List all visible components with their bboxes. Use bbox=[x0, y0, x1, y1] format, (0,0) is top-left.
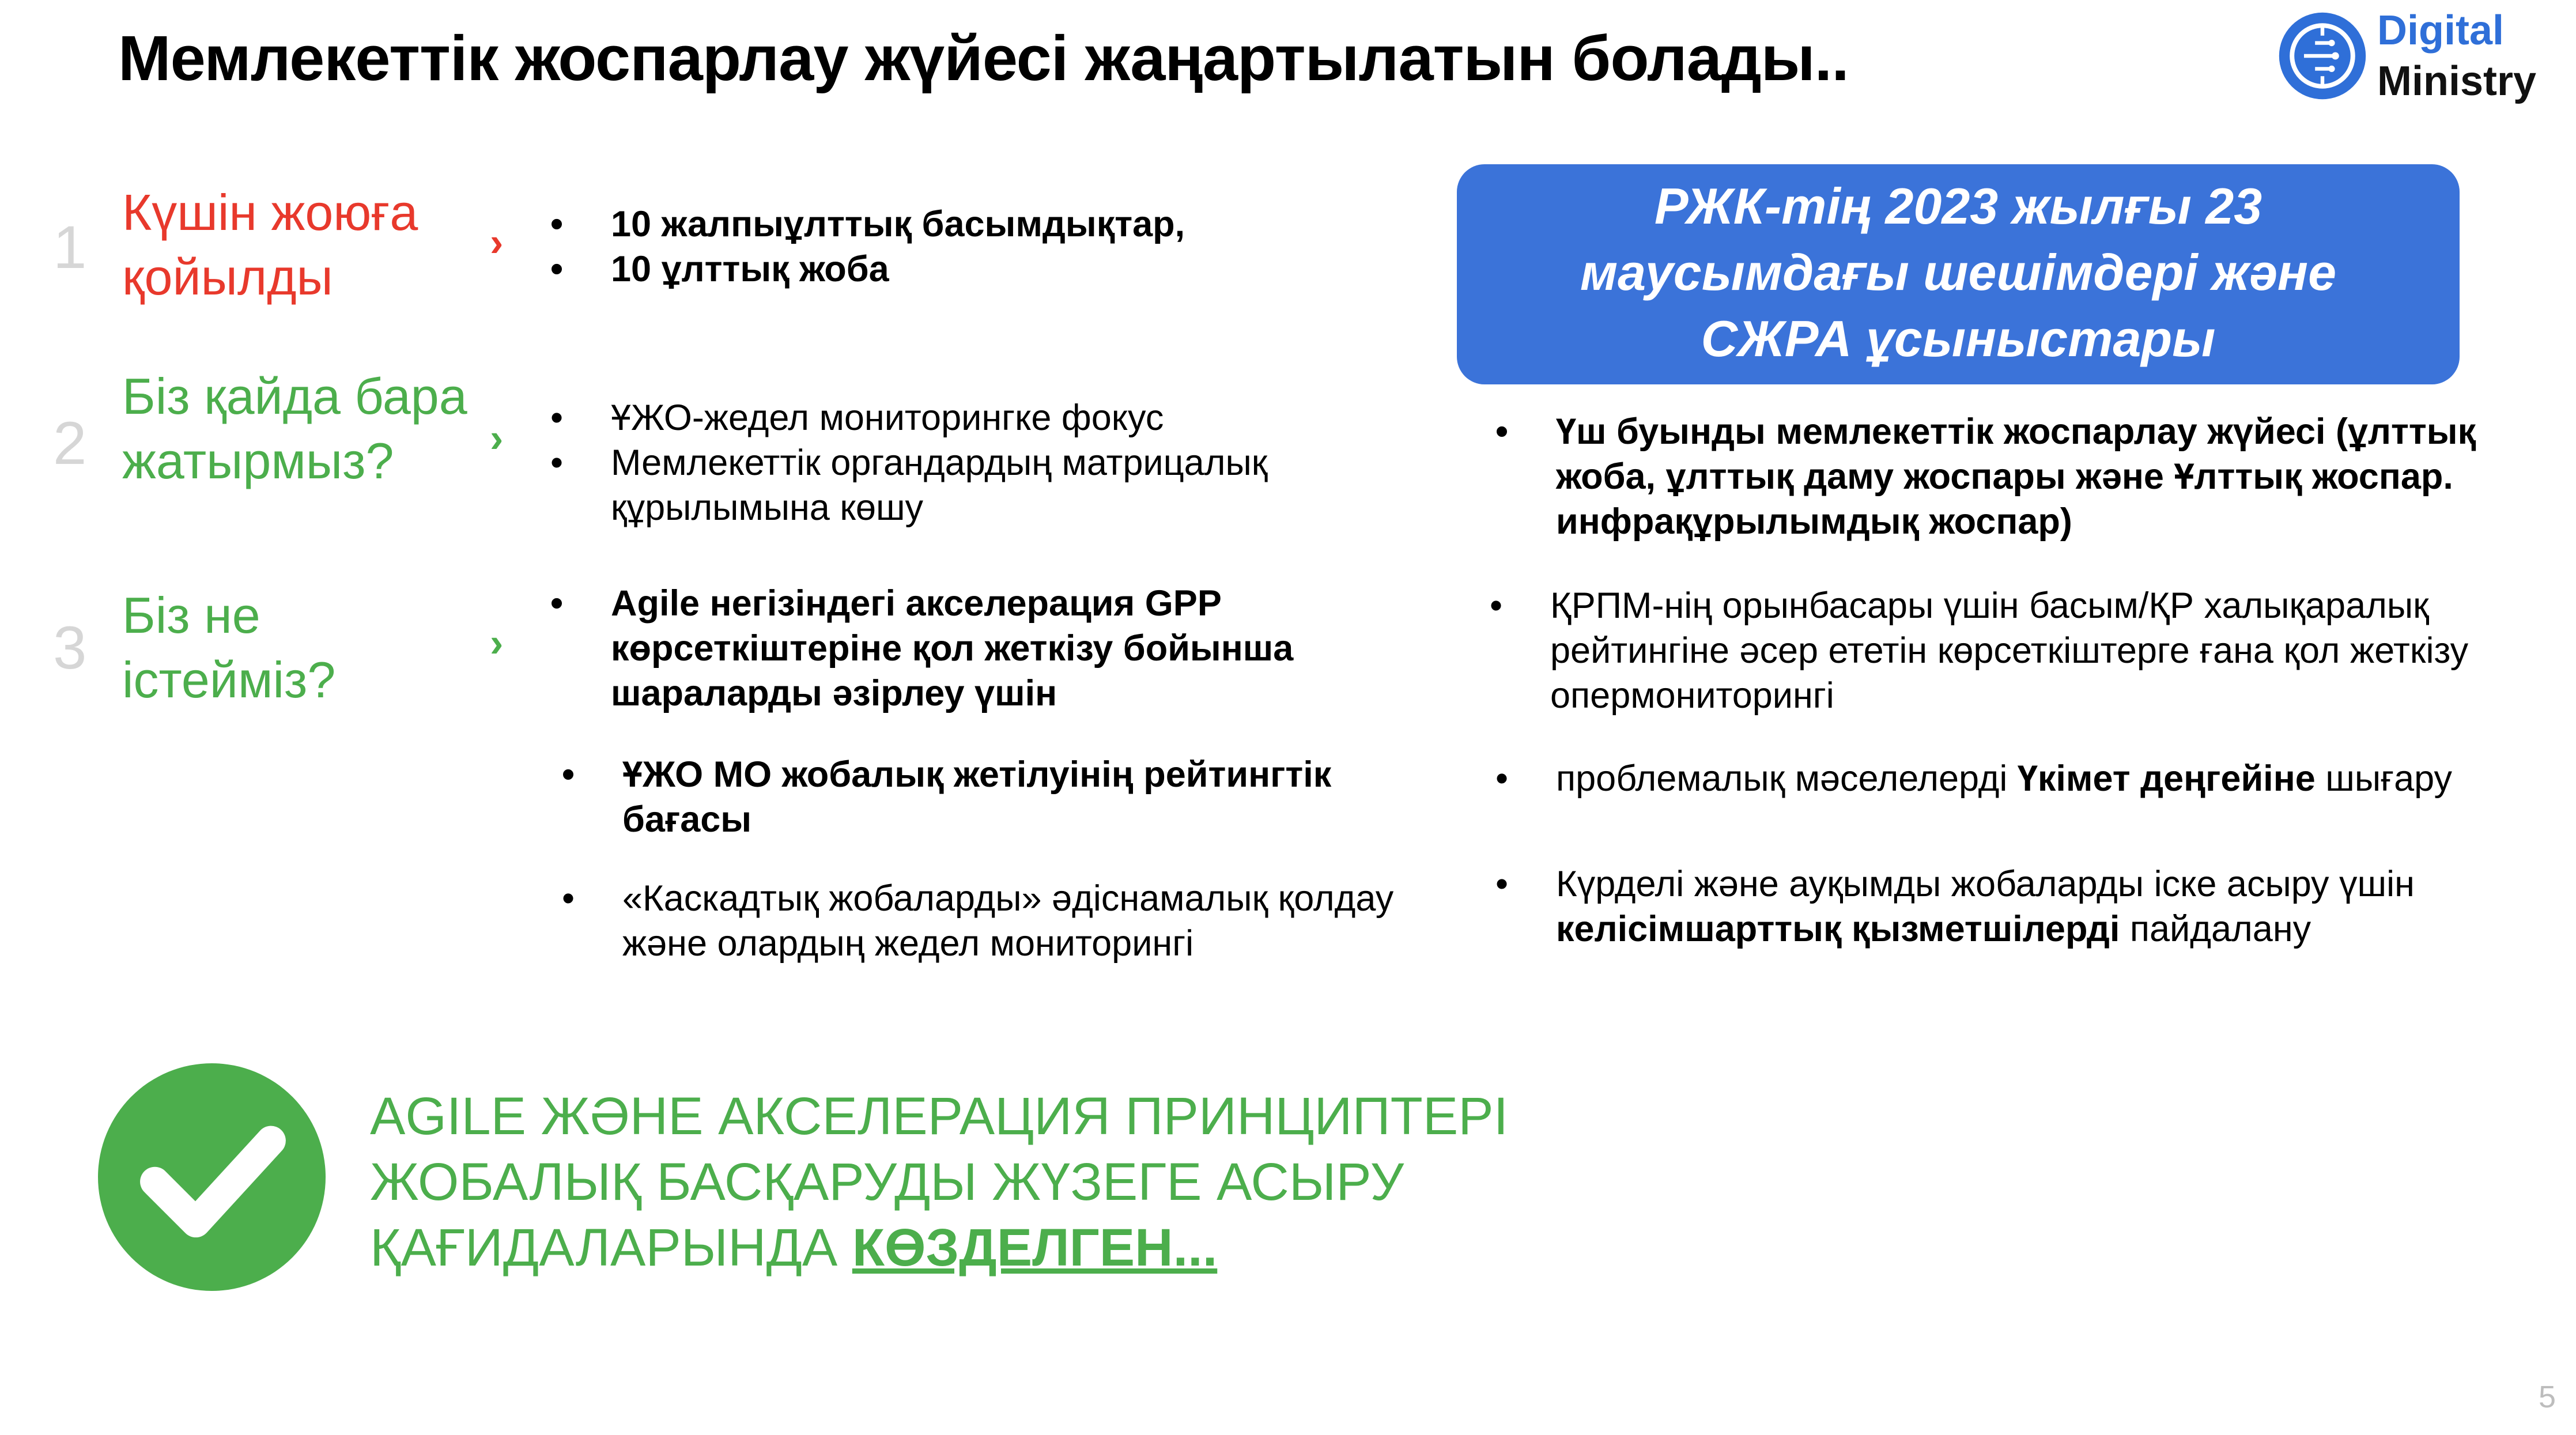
step-number-1: 1 bbox=[53, 214, 87, 281]
step-number-3: 3 bbox=[53, 614, 87, 682]
step-text-3: Біз не істейміз? bbox=[122, 587, 336, 708]
bullet-icon: • bbox=[562, 878, 575, 919]
page-number: 5 bbox=[2538, 1380, 2556, 1414]
right-bullet-4 bbox=[1495, 862, 2544, 951]
bullet-icon: • bbox=[1495, 864, 1509, 904]
list-item: • Күрделі және ауқымды жобаларды іске асыру үшін келісімшарттық қызметшілерді пайдалану bbox=[1495, 862, 2544, 951]
logo-line2: Ministry bbox=[2377, 58, 2537, 104]
bullet-icon: • bbox=[1495, 411, 1509, 452]
list-item: • Мемлекеттік органдардың матрицалық құрылымына көшу bbox=[550, 440, 1302, 530]
list-item: • ҰЖО МО жобалық жетілуінің рейтингтік бағасы bbox=[562, 752, 1418, 842]
bullet-icon: • bbox=[550, 583, 564, 624]
list-item: • 10 ұлттық жоба bbox=[550, 247, 1300, 292]
bullet-icon: • bbox=[550, 443, 564, 483]
digital-ministry-logo-icon bbox=[2276, 10, 2369, 102]
step-text-2: Біз қайда бара жатырмыз? bbox=[122, 368, 467, 489]
right-bullet-3 bbox=[1495, 756, 2544, 801]
bullet-icon: • bbox=[550, 204, 564, 244]
bottom-emphasis: КӨЗДЕЛГЕН... bbox=[852, 1218, 1218, 1277]
chevron-right-icon: › bbox=[490, 620, 504, 665]
bullet-group-1 bbox=[550, 202, 1300, 292]
checkmark-icon bbox=[98, 1063, 326, 1291]
bullet-icon: • bbox=[1490, 586, 1503, 626]
list-item: • Agile негізіндегі акселерация GPP көрсеткіштеріне қол жеткізу бойынша шараларды әзірлеу үшін bbox=[550, 581, 1360, 716]
bullet-group-5 bbox=[562, 876, 1403, 966]
bullet-group-3 bbox=[550, 581, 1380, 716]
right-bullet-1 bbox=[1495, 409, 2544, 544]
list-item: • Үш буынды мемлекеттік жоспарлау жүйесі (ұлттық жоба, ұлттық даму жоспары және Ұлттық жоспар. инфрақұрылымдық жоспар) bbox=[1495, 409, 2544, 544]
bullet-group-4 bbox=[562, 752, 1403, 842]
bullet-icon: • bbox=[550, 249, 564, 289]
bullet-icon: • bbox=[550, 398, 564, 438]
list-item: • проблемалық мәселелерді Үкімет деңгейіне шығару bbox=[1495, 756, 2544, 801]
list-item: • 10 жалпыұлттық басымдықтар, bbox=[550, 202, 1300, 247]
logo-line1: Digital bbox=[2377, 7, 2505, 54]
list-item: • ҰЖО-жедел мониторингке фокус bbox=[550, 395, 1369, 440]
step-text-1: Күшін жоюға қойылды bbox=[122, 184, 418, 305]
page-title: Мемлекеттік жоспарлау жүйесі жаңартылатын болады.. bbox=[118, 23, 1849, 94]
bullet-group-2 bbox=[550, 395, 1369, 530]
bullet-icon: • bbox=[1495, 758, 1509, 799]
chevron-right-icon: › bbox=[490, 220, 504, 265]
chevron-right-icon: › bbox=[490, 416, 504, 460]
right-bullet-2 bbox=[1490, 583, 2556, 718]
decision-callout-text: РЖК-тің 2023 жылғы 23 маусымдағы шешімдері және СЖРА ұсыныстары bbox=[1580, 178, 2337, 367]
list-item: • ҚРПМ-нің орынбасары үшін басым/ҚР халықаралық рейтингіне әсер ететін көрсеткіштерге ғана қол жеткізу опермониторингі bbox=[1490, 583, 2556, 718]
step-number-2: 2 bbox=[53, 410, 87, 477]
digital-ministry-logo bbox=[2276, 7, 2564, 105]
bottom-statement: AGILE ЖӘНЕ АКСЕЛЕРАЦИЯ ПРИНЦИПТЕРІ ЖОБАЛЫҚ БАСҚАРУДЫ ЖҮЗЕГЕ АСЫРУ ҚАҒИДАЛАРЫНДА КӨЗДЕЛГЕН... bbox=[370, 1087, 1509, 1277]
list-item: • «Каскадтық жобаларды» әдіснамалық қолдау және олардың жедел мониторингі bbox=[562, 876, 1418, 966]
bullet-icon: • bbox=[562, 754, 575, 795]
